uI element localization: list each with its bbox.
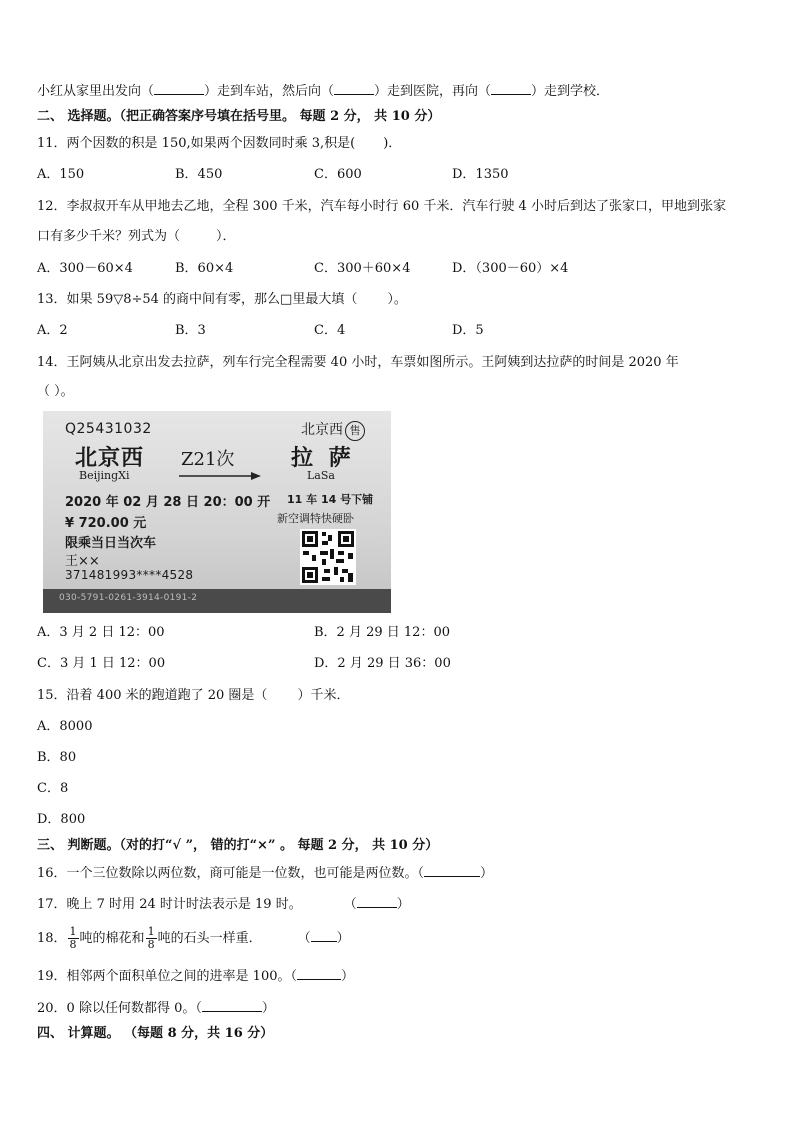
question-12-stem-end: ）． — [216, 229, 236, 244]
fraction-one-eighth-1 — [68, 926, 79, 951]
question-14-line-1: 14．王阿姨从北京出发去拉萨，列车行完全程需要 40 小时，车票如图所示。王阿姨到达拉萨的时间是 2020 年 — [37, 355, 679, 370]
question-17-answer[interactable] — [357, 895, 397, 908]
ticket-train-number: Z21次 — [181, 449, 235, 470]
sold-stamp-icon: 售 — [345, 421, 365, 441]
ticket-station-badge — [301, 419, 365, 441]
question-16-answer[interactable] — [424, 864, 480, 877]
q13-option-d[interactable]: D．5 — [452, 323, 484, 338]
question-15-stem-end: ）千米． — [297, 688, 350, 703]
question-18-number: 18． — [37, 931, 67, 946]
q15-option-c[interactable]: C．8 — [37, 781, 69, 796]
fraction-denominator: 8 — [147, 938, 155, 951]
question-18-answer[interactable] — [311, 929, 337, 942]
q14-option-a[interactable]: A．3 月 2 日 12：00 — [37, 625, 165, 640]
question-11-stem: 11．两个因数的积是 150,如果两个因数同时乘 3,积是( — [37, 136, 356, 151]
ticket-passenger-name: 王×× — [65, 554, 100, 569]
question-20 — [37, 999, 275, 1018]
fraction-numerator: 1 — [69, 925, 77, 938]
question-12-line-1: 12．李叔叔开车从甲地去乙地，全程 300 千米，汽车每小时行 60 千米．汽车行驶 4 小时后到达了张家口，甲地到张家 — [37, 199, 726, 214]
direction-text-4: ）走到学校． — [531, 84, 610, 99]
question-16 — [37, 864, 493, 883]
question-18 — [37, 922, 350, 956]
question-19 — [37, 967, 354, 986]
q11-option-a[interactable]: A．150 — [37, 167, 85, 182]
q12-option-a[interactable]: A．300－60×4 — [37, 261, 133, 276]
question-18-suffix: 吨的石头一样重． — [157, 931, 262, 946]
question-13-stem: 13．如果 59▽8÷54 的商中间有零，那么□里最大填（ — [37, 292, 358, 307]
q11-option-c[interactable]: C．600 — [314, 167, 362, 182]
question-11-stem-end: )． — [383, 136, 402, 151]
question-12-stem: 口有多少千米？列式为（ — [37, 229, 181, 244]
answer-blank-3[interactable] — [491, 82, 531, 95]
direction-text-3: ）走到医院，再向（ — [374, 84, 492, 99]
question-16-end: ） — [480, 866, 494, 881]
question-17-end: ） — [396, 897, 410, 912]
ticket-serial: Q25431032 — [65, 421, 152, 437]
question-20-text: 20．0 除以任何数都得 0。（ — [37, 1001, 202, 1016]
q12-option-c[interactable]: C．300＋60×4 — [314, 261, 411, 276]
direction-text-2: ）走到车站，然后向（ — [204, 84, 335, 99]
ticket-to-pinyin: LaSa — [307, 469, 335, 482]
ticket-class: 新空调特快硬卧 — [277, 512, 354, 525]
question-19-end: ） — [341, 969, 355, 984]
q13-option-c[interactable]: C．4 — [314, 323, 346, 338]
answer-blank-1[interactable] — [154, 82, 204, 95]
question-20-end: ） — [261, 1001, 275, 1016]
question-17 — [37, 895, 410, 914]
qr-code-icon — [300, 529, 356, 585]
question-15-stem: 15．沿着 400 米的跑道跑了 20 圈是（ — [37, 688, 268, 703]
direction-text-1: 小红从家里出发向（ — [37, 84, 155, 99]
section-2-title: 二、 选择题。（把正确答案序号填在括号里。 每题 2 分， 共 10 分） — [37, 109, 441, 124]
question-18-end: ） — [336, 931, 350, 946]
q15-option-b[interactable]: B．80 — [37, 750, 77, 765]
q13-option-b[interactable]: B．3 — [175, 323, 206, 338]
arrow-right-icon — [177, 471, 261, 481]
question-16-text: 16．一个三位数除以两位数，商可能是一位数，也可能是两位数。（ — [37, 866, 425, 881]
question-15 — [37, 687, 349, 705]
question-12-line-2 — [37, 228, 236, 246]
q15-option-d[interactable]: D．800 — [37, 812, 86, 827]
question-18-mid-text: 吨的棉花和 — [79, 931, 145, 946]
train-ticket-image — [43, 411, 391, 613]
q15-option-a[interactable]: A．8000 — [37, 719, 93, 734]
q14-option-d[interactable]: D．2 月 29 日 36：00 — [314, 656, 451, 671]
ticket-station-badge-text: 北京西 — [301, 422, 343, 438]
question-17-open: （ — [343, 897, 357, 912]
question-13-stem-end: ）。 — [387, 292, 407, 307]
question-19-text: 19．相邻两个面积单位之间的进率是 100。（ — [37, 969, 297, 984]
question-13 — [37, 291, 407, 309]
direction-question-line — [37, 82, 609, 101]
question-17-text: 17．晚上 7 时用 24 时计时法表示是 19 时。 — [37, 897, 302, 912]
question-20-answer[interactable] — [202, 999, 262, 1012]
q13-option-a[interactable]: A．2 — [37, 323, 68, 338]
q12-option-b[interactable]: B．60×4 — [175, 261, 234, 276]
ticket-limit-note: 限乘当日当次车 — [65, 536, 157, 551]
q14-option-c[interactable]: C．3 月 1 日 12：00 — [37, 656, 166, 671]
q12-option-d[interactable]: D．（300－60）×4 — [452, 261, 569, 276]
question-11 — [37, 135, 401, 153]
q11-option-b[interactable]: B．450 — [175, 167, 223, 182]
ticket-price: ¥ 720.00 元 — [65, 516, 147, 531]
question-19-answer[interactable] — [297, 967, 341, 980]
ticket-from-pinyin: BeijingXi — [79, 469, 130, 482]
section-3-title: 三、 判断题。（对的打“√ ”， 错的打“×” 。 每题 2 分， 共 10 分） — [37, 838, 439, 853]
q14-option-b[interactable]: B．2 月 29 日 12：00 — [314, 625, 450, 640]
ticket-from-station: 北京西 — [75, 446, 145, 471]
ticket-code: 030-5791-0261-3914-0191-2 — [59, 593, 198, 603]
ticket-passenger-id: 371481993****4528 — [65, 568, 194, 582]
fraction-one-eighth-2 — [146, 926, 157, 951]
answer-blank-2[interactable] — [334, 82, 374, 95]
fraction-numerator: 1 — [147, 925, 155, 938]
ticket-seat: 11 车 14 号下铺 — [287, 493, 374, 506]
question-18-open: （ — [297, 931, 311, 946]
question-14-line-2[interactable]: （ ）。 — [37, 384, 74, 399]
ticket-departure-time: 2020 年 02 月 28 日 20：00 开 — [65, 495, 271, 510]
section-4-title: 四、 计算题。 （每题 8 分，共 16 分） — [37, 1026, 274, 1041]
ticket-to-station: 拉 萨 — [291, 446, 355, 471]
fraction-denominator: 8 — [69, 938, 77, 951]
q11-option-d[interactable]: D．1350 — [452, 167, 509, 182]
